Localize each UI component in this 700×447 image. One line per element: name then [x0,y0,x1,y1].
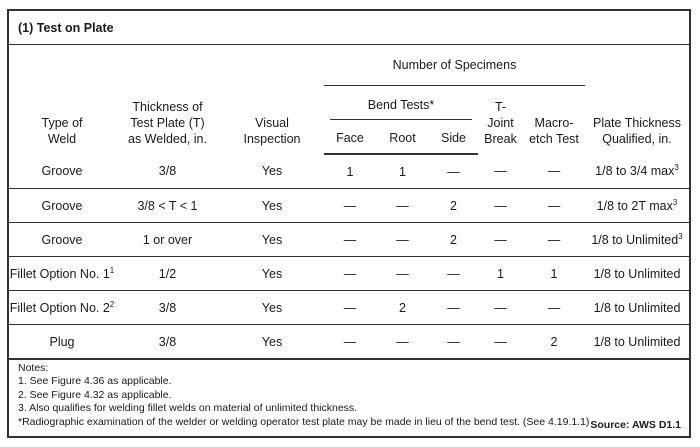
header-number-of-specimens: Number of Specimens [324,45,585,86]
cell-type-of-weld [9,291,115,325]
note-2: 2. See Figure 4.32 as applicable. [18,388,172,401]
cell-type-of-weld [9,154,115,189]
cell-side-text: 2 [450,198,457,213]
header-thickness: Thickness of Test Plate (T) as Welded, in. [128,100,207,146]
cell-type-of-weld-text: Fillet Option No. 2 [9,300,110,315]
header-root: Root [376,120,429,154]
table-row [9,189,689,223]
test-on-plate-table [9,45,689,360]
cell-type-of-weld [9,325,115,360]
cell-plate-thickness-qualified [585,325,689,360]
cell-visual-inspection [220,291,324,325]
cell-plate-thickness-qualified [585,189,689,223]
cell-visual-inspection-text: Yes [261,300,283,315]
notes [18,362,589,429]
cell-face-text: — [343,334,357,349]
cell-side [429,154,478,189]
cell-thickness [115,325,220,360]
title-bar [9,11,689,45]
cell-face-text: — [343,198,357,213]
cell-face-text: — [343,266,357,281]
cell-t-joint-break-text: — [494,334,507,349]
cell-macro-etch [523,257,585,291]
cell-t-joint-break-text: — [494,300,507,315]
cell-t-joint-break [478,325,523,360]
cell-face [324,257,376,291]
cell-t-joint-break [478,154,523,189]
cell-visual-inspection [220,154,324,189]
cell-t-joint-break-text: — [494,232,507,247]
footnote-ref: 2 [109,299,115,309]
cell-root [376,154,429,189]
cell-t-joint-break [478,223,523,257]
cell-face [324,291,376,325]
cell-type-of-weld-text: Groove [41,232,83,247]
cell-root [376,189,429,223]
header-bend-tests: Bend Tests* [324,86,478,121]
table-title: (1) Test on Plate [18,21,114,35]
spec-table-frame [7,9,691,438]
header-face: Face [324,120,376,154]
cell-face-text: — [343,300,357,315]
cell-type-of-weld [9,223,115,257]
cell-side-text: — [447,164,460,179]
cell-plate-thickness-qualified-text: 1/8 to Unlimited [591,232,679,247]
cell-type-of-weld-text: Plug [49,334,75,349]
cell-visual-inspection [220,325,324,360]
cell-root [376,291,429,325]
cell-thickness-text: 3/8 [158,334,177,349]
cell-macro-etch-text: 1 [550,266,558,281]
cell-type-of-weld [9,257,115,291]
cell-thickness-text: 3/8 < T < 1 [137,198,198,213]
footnote-ref: 3 [678,231,683,241]
cell-macro-etch [523,325,585,360]
cell-side [429,291,478,325]
table-row [9,154,689,189]
cell-macro-etch-text: — [547,232,561,247]
cell-visual-inspection-text: Yes [261,198,283,213]
cell-plate-thickness-qualified-text: 1/8 to Unlimited [593,266,681,281]
cell-visual-inspection-text: Yes [261,164,283,178]
cell-macro-etch [523,189,585,223]
cell-thickness [115,223,220,257]
cell-plate-thickness-qualified [585,291,689,325]
source-credit: Source: AWS D1.1 [590,419,681,431]
cell-thickness-text: 1/2 [158,266,177,281]
cell-t-joint-break [478,257,523,291]
cell-visual-inspection-text: Yes [261,334,283,349]
cell-macro-etch [523,154,585,189]
cell-face-text: 1 [346,164,354,179]
cell-thickness [115,189,220,223]
footnote-ref: 1 [109,265,115,275]
cell-visual-inspection-text: Yes [261,266,283,281]
cell-root [376,223,429,257]
cell-thickness-text: 1 or over [142,232,193,247]
cell-side [429,223,478,257]
cell-t-joint-break [478,189,523,223]
cell-root-text: — [396,266,409,281]
cell-plate-thickness-qualified-text: 1/8 to Unlimited [593,334,681,349]
table-row [9,223,689,257]
cell-thickness-text: 3/8 [158,164,177,178]
header-t-joint-break: T- Joint Break [484,100,517,146]
header-type-of-weld: Type of Weld [41,116,83,146]
cell-plate-thickness-qualified-text: 1/8 to 2T max [596,198,673,213]
cell-face [324,189,376,223]
cell-type-of-weld-text: Groove [41,198,83,213]
cell-t-joint-break-text: — [494,164,507,178]
cell-plate-thickness-qualified-text: 1/8 to 3/4 max [595,164,675,178]
cell-root-text: 2 [399,300,406,315]
cell-type-of-weld-text: Fillet Option No. 1 [9,266,110,281]
cell-side-text: — [447,300,460,315]
footnote-ref: 3 [672,197,678,207]
cell-side-text: 2 [450,232,457,247]
cell-macro-etch [523,291,585,325]
note-1: 1. See Figure 4.36 as applicable. [18,375,172,388]
cell-thickness-text: 3/8 [158,300,177,315]
cell-t-joint-break-text: — [494,198,507,213]
header-plate-thickness-qualified: Plate Thickness Qualified, in. [592,116,681,146]
cell-t-joint-break-text: 1 [497,266,504,281]
cell-t-joint-break [478,291,523,325]
cell-macro-etch-text: — [547,198,561,213]
cell-side-text: — [447,266,460,281]
cell-root-text: — [396,232,409,247]
table-body [9,154,689,359]
cell-thickness [115,291,220,325]
cell-visual-inspection-text: Yes [261,232,283,247]
note-radiographic: *Radiographic examination of the welder or welding operator test plate may be made in lieu of the bend test. (See 4.19.1.1) [18,415,590,428]
table-row [9,325,689,360]
header-macro-etch-test: Macro- etch Test [529,116,579,146]
cell-face [324,325,376,360]
cell-plate-thickness-qualified [585,223,689,257]
cell-thickness [115,257,220,291]
cell-type-of-weld [9,189,115,223]
header-side: Side [429,120,478,154]
table-row [9,291,689,325]
cell-visual-inspection [220,189,324,223]
cell-visual-inspection [220,223,324,257]
cell-macro-etch-text: — [547,300,561,315]
footnote-ref: 3 [674,162,679,172]
cell-side-text: — [447,334,460,349]
cell-visual-inspection [220,257,324,291]
cell-side [429,189,478,223]
cell-face [324,223,376,257]
cell-side [429,257,478,291]
cell-macro-etch [523,223,585,257]
note-3: 3. Also qualifies for welding fillet welds on material of unlimited thickness. [18,402,358,415]
cell-macro-etch-text: — [547,164,561,178]
cell-root-text: — [396,334,409,349]
header-visual-inspection: Visual Inspection [243,116,301,146]
cell-face [324,154,376,189]
cell-plate-thickness-qualified [585,257,689,291]
cell-plate-thickness-qualified [585,154,689,189]
cell-macro-etch-text: 2 [550,334,558,349]
table-row [9,257,689,291]
cell-root [376,257,429,291]
cell-plate-thickness-qualified-text: 1/8 to Unlimited [593,300,681,315]
notes-heading: Notes: [18,362,49,374]
cell-type-of-weld-text: Groove [41,164,83,178]
cell-root [376,325,429,360]
cell-thickness [115,154,220,189]
cell-face-text: — [343,232,357,247]
cell-root-text: 1 [399,164,406,179]
cell-side [429,325,478,360]
cell-root-text: — [396,198,409,213]
